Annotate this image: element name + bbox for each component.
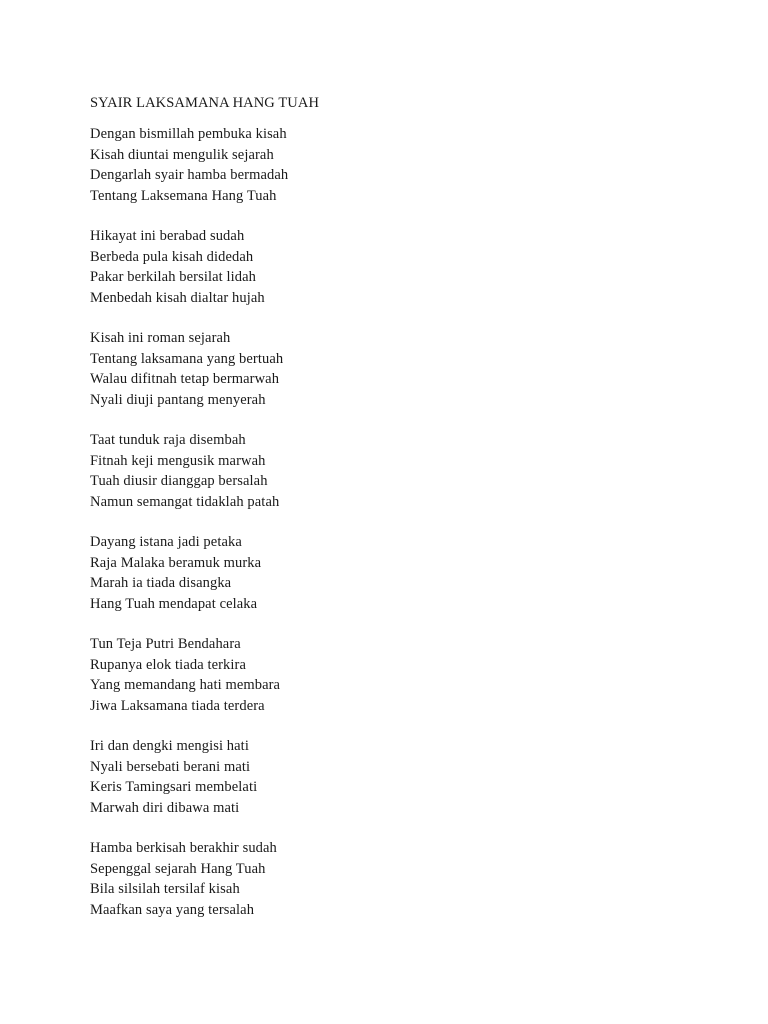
poem-line: Hamba berkisah berakhir sudah bbox=[90, 840, 277, 856]
stanza-6 bbox=[90, 634, 690, 716]
poem-line: Rupanya elok tiada terkira bbox=[90, 656, 246, 673]
poem-line: Iri dan dengki mengisi hati bbox=[90, 738, 249, 754]
poem-line: Tun Teja Putri Bendahara bbox=[90, 636, 241, 652]
poem-line: Walau difitnah tetap bermarwah bbox=[90, 371, 280, 387]
stanza-5 bbox=[90, 532, 690, 614]
poem-line: Fitnah keji mengusik marwah bbox=[90, 452, 266, 469]
poem-line: Jiwa Laksamana tiada terdera bbox=[90, 697, 265, 714]
poem-line: Kisah diuntai mengulik sejarah bbox=[90, 146, 274, 163]
stanza-4 bbox=[90, 430, 690, 512]
stanza-8 bbox=[90, 838, 690, 920]
poem-line: Kisah ini roman sejarah bbox=[90, 330, 231, 346]
poem-line: Menbedah kisah dialtar hujah bbox=[90, 289, 265, 306]
stanza-3 bbox=[90, 328, 690, 410]
poem-line: Nyali bersebati berani mati bbox=[90, 758, 251, 775]
poem-line: Yang memandang hati membara bbox=[90, 677, 281, 693]
poem-line: Maafkan saya yang tersalah bbox=[90, 901, 255, 918]
poem-line: Keris Tamingsari membelati bbox=[90, 779, 258, 795]
poem-line: Namun semangat tidaklah patah bbox=[90, 493, 280, 510]
poem-line: Dayang istana jadi petaka bbox=[90, 534, 242, 550]
poem-line: Dengan bismillah pembuka kisah bbox=[90, 126, 287, 142]
poem-line: Pakar berkilah bersilat lidah bbox=[90, 269, 256, 285]
poem-line: Tuah diusir dianggap bersalah bbox=[90, 473, 268, 489]
stanza-7 bbox=[90, 736, 690, 818]
poem-line: Marah ia tiada disangka bbox=[90, 575, 232, 591]
poem-line: Tentang laksamana yang bertuah bbox=[90, 350, 284, 367]
poem-line: Taat tunduk raja disembah bbox=[90, 432, 246, 448]
poem bbox=[90, 93, 690, 920]
poem-line: Marwah diri dibawa mati bbox=[90, 799, 240, 816]
poem-line: Bila silsilah tersilaf kisah bbox=[90, 881, 240, 897]
poem-line: Hang Tuah mendapat celaka bbox=[90, 595, 258, 612]
poem-line: Raja Malaka beramuk murka bbox=[90, 554, 262, 571]
stanza-2 bbox=[90, 226, 690, 308]
poem-title: SYAIR LAKSAMANA HANG TUAH bbox=[90, 95, 320, 111]
stanza-1 bbox=[90, 124, 690, 206]
poem-line: Tentang Laksemana Hang Tuah bbox=[90, 187, 277, 204]
poem-line: Hikayat ini berabad sudah bbox=[90, 228, 245, 244]
poem-line: Nyali diuji pantang menyerah bbox=[90, 391, 266, 408]
poem-line: Berbeda pula kisah didedah bbox=[90, 248, 254, 265]
poem-line: Dengarlah syair hamba bermadah bbox=[90, 167, 289, 183]
poem-line: Sepenggal sejarah Hang Tuah bbox=[90, 860, 266, 877]
